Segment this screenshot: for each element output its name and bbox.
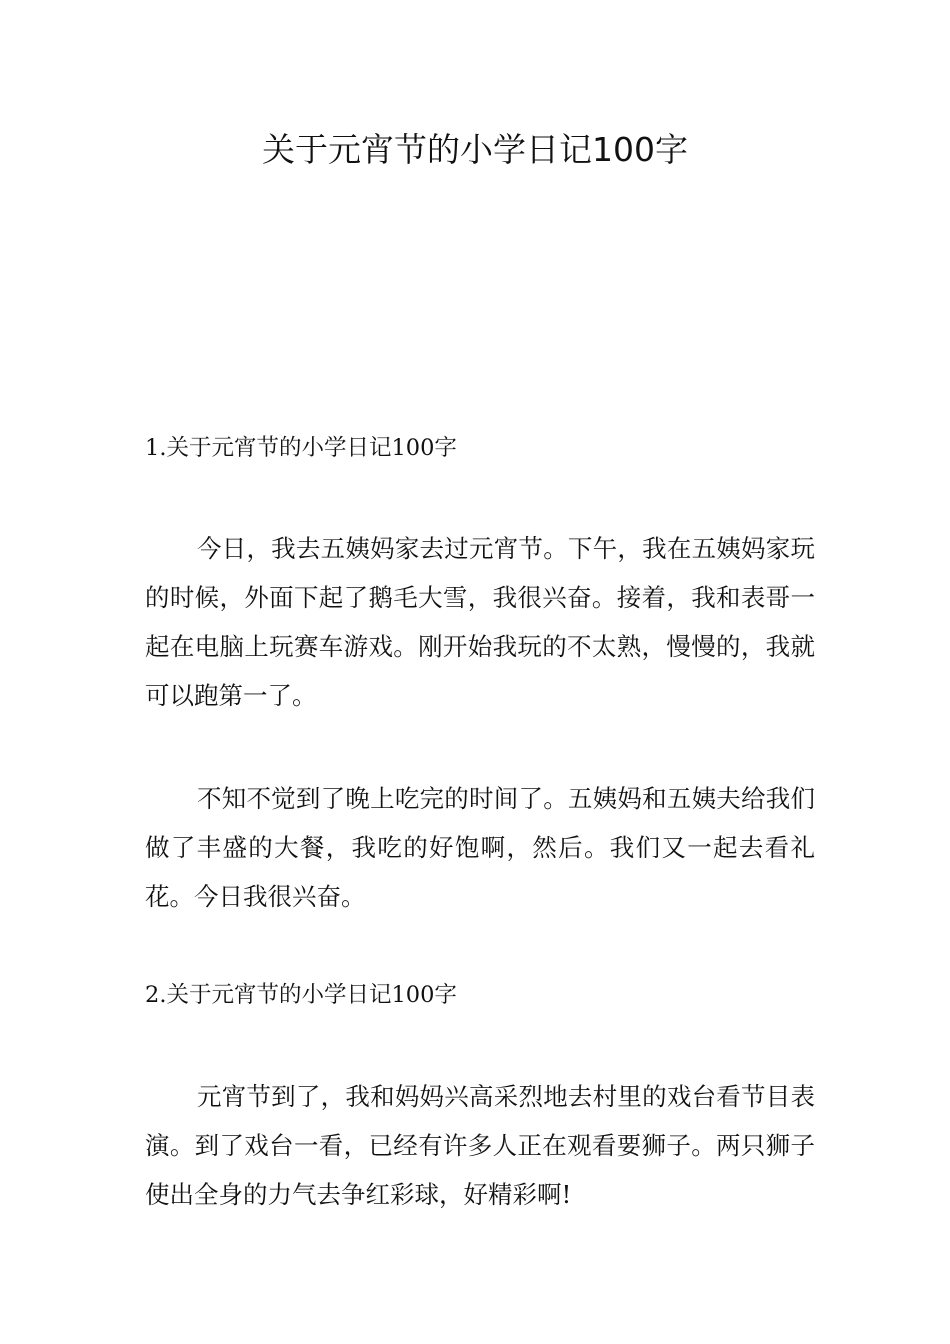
section-1-paragraph-2: 不知不觉到了晚上吃完的时间了。五姨妈和五姨夫给我们做了丰盛的大餐，我吃的好饱啊，然后。我们又一起去看礼花。今日我很兴奋。 [145,784,815,911]
section-2-heading: 2.关于元宵节的小学日记100字 [145,982,457,1008]
section-1-heading: 1.关于元宵节的小学日记100字 [145,435,457,461]
section-2-paragraph-1: 元宵节到了，我和妈妈兴高采烈地去村里的戏台看节目表演。到了戏台一看，已经有许多人正在观看要狮子。两只狮子使出全身的力气去争红彩球，好精彩啊! [145,1082,815,1209]
section-1-paragraph-1: 今日，我去五姨妈家去过元宵节。下午，我在五姨妈家玩的时候，外面下起了鹅毛大雪，我很兴奋。接着，我和表哥一起在电脑上玩赛车游戏。刚开始我玩的不太熟，慢慢的，我就可以跑第一了。 [145,534,815,710]
document-title: 关于元宵节的小学日记100字 [262,130,688,169]
